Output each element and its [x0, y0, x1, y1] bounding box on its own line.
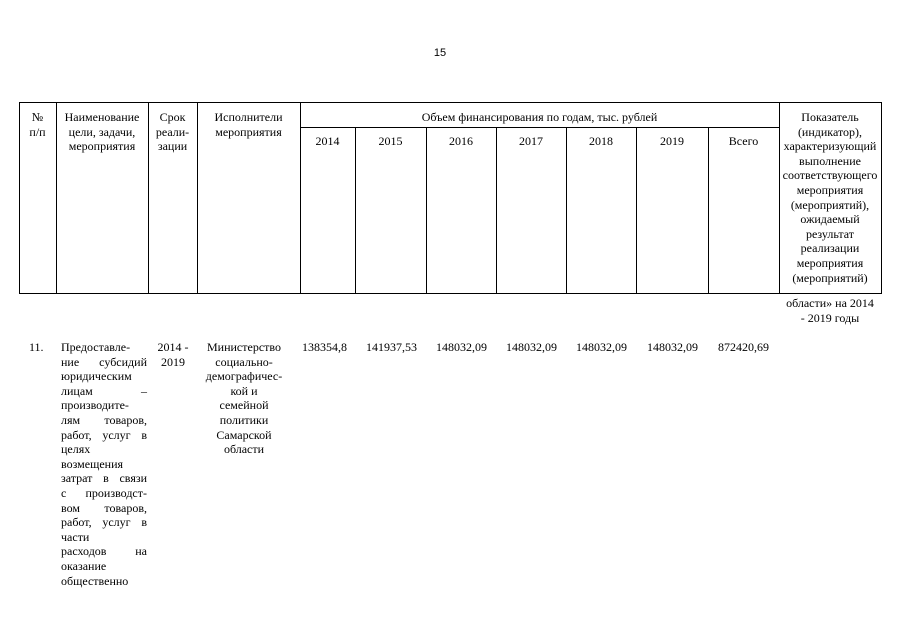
name-line: юридическим	[61, 369, 132, 384]
header-line: Срок	[159, 110, 186, 124]
row-term	[150, 340, 196, 369]
executor-line: Самарской	[216, 427, 272, 442]
value-2019: 148032,09	[647, 340, 698, 354]
value-2018: 148032,09	[576, 340, 627, 354]
name-line: расходов на	[61, 544, 147, 559]
name-line: Предоставле-	[61, 340, 131, 354]
executor-line: области	[223, 442, 265, 457]
header-col-executors	[197, 110, 300, 139]
header-col-term	[148, 110, 197, 154]
name-line: лям товаров,	[61, 412, 147, 427]
value-2016: 148032,09	[436, 340, 487, 354]
name-line: ние субсидий	[61, 354, 147, 369]
header-line: результат	[805, 226, 855, 241]
header-line: мероприятия	[215, 124, 282, 139]
name-line: части	[61, 529, 90, 544]
value-total: 872420,69	[718, 340, 769, 354]
header-year-2015: 2015	[378, 134, 403, 148]
value-2017: 148032,09	[506, 340, 557, 354]
header-line: Наименование	[64, 110, 140, 124]
row-name	[61, 340, 147, 588]
name-line: работ, услуг в	[61, 427, 147, 442]
header-col-number	[19, 110, 56, 139]
header-line: соответствующего	[782, 168, 878, 183]
continuation-line: области» на 2014	[786, 296, 874, 310]
name-line: лицам –	[61, 383, 147, 398]
header-col-indicator	[779, 110, 881, 285]
page-number: 15	[433, 47, 447, 59]
header-total: Всего	[728, 134, 759, 148]
row-number: 11.	[29, 340, 44, 354]
header-year-2019: 2019	[660, 134, 684, 148]
header-line: цели, задачи,	[68, 124, 136, 139]
header-line: мероприятия	[796, 182, 864, 197]
header-line: реализации	[800, 241, 860, 256]
term-line: 2014 -	[157, 340, 189, 354]
header-line: (мероприятий)	[792, 270, 868, 285]
header-line: мероприятия	[68, 139, 136, 154]
header-line: выполнение	[799, 153, 861, 168]
header-line: зации	[157, 139, 188, 154]
name-line: вом товаров,	[61, 500, 147, 515]
executor-line: кой и	[230, 383, 258, 398]
header-year-2016: 2016	[449, 134, 473, 148]
name-line: затрат в связи	[61, 471, 147, 486]
continuation-text	[779, 296, 881, 325]
header-col-name	[56, 110, 148, 154]
name-line: работ, услуг в	[61, 515, 147, 530]
executor-line: политики	[219, 412, 269, 427]
header-line: ожидаемый	[800, 212, 860, 227]
executor-line: демографичес-	[205, 369, 283, 384]
name-line: общественно	[61, 573, 129, 588]
header-line: (мероприятий),	[790, 197, 870, 212]
header-year-2018: 2018	[589, 134, 613, 148]
name-line: целях	[61, 442, 91, 457]
header-line: реали-	[155, 124, 190, 139]
name-line: производите-	[61, 398, 129, 413]
header-col-funding: Объем финансирования по годам, тыс. рублей	[421, 110, 658, 124]
header-line: мероприятия	[796, 255, 864, 270]
term-line: 2019	[161, 354, 185, 369]
name-line: возмещения	[61, 456, 124, 471]
name-line: с производст-	[61, 485, 147, 500]
header-line: характеризующий	[783, 139, 877, 154]
header-line: Показатель	[801, 110, 859, 124]
header-line: Исполнители	[214, 110, 283, 124]
header-year-2014: 2014	[315, 134, 340, 148]
value-2015: 141937,53	[366, 340, 417, 354]
executor-line: Министерство	[207, 340, 281, 354]
continuation-line: - 2019 годы	[800, 310, 860, 325]
executor-line: социально-	[215, 354, 273, 369]
header-year-2017: 2017	[519, 134, 543, 148]
name-line: оказание	[61, 558, 107, 573]
row-executor	[197, 340, 291, 457]
executor-line: семейной	[219, 398, 269, 413]
header-line: №	[31, 110, 44, 124]
header-line: п/п	[29, 124, 46, 139]
header-line: (индикатор),	[797, 124, 863, 139]
value-2014: 138354,8	[302, 340, 347, 354]
